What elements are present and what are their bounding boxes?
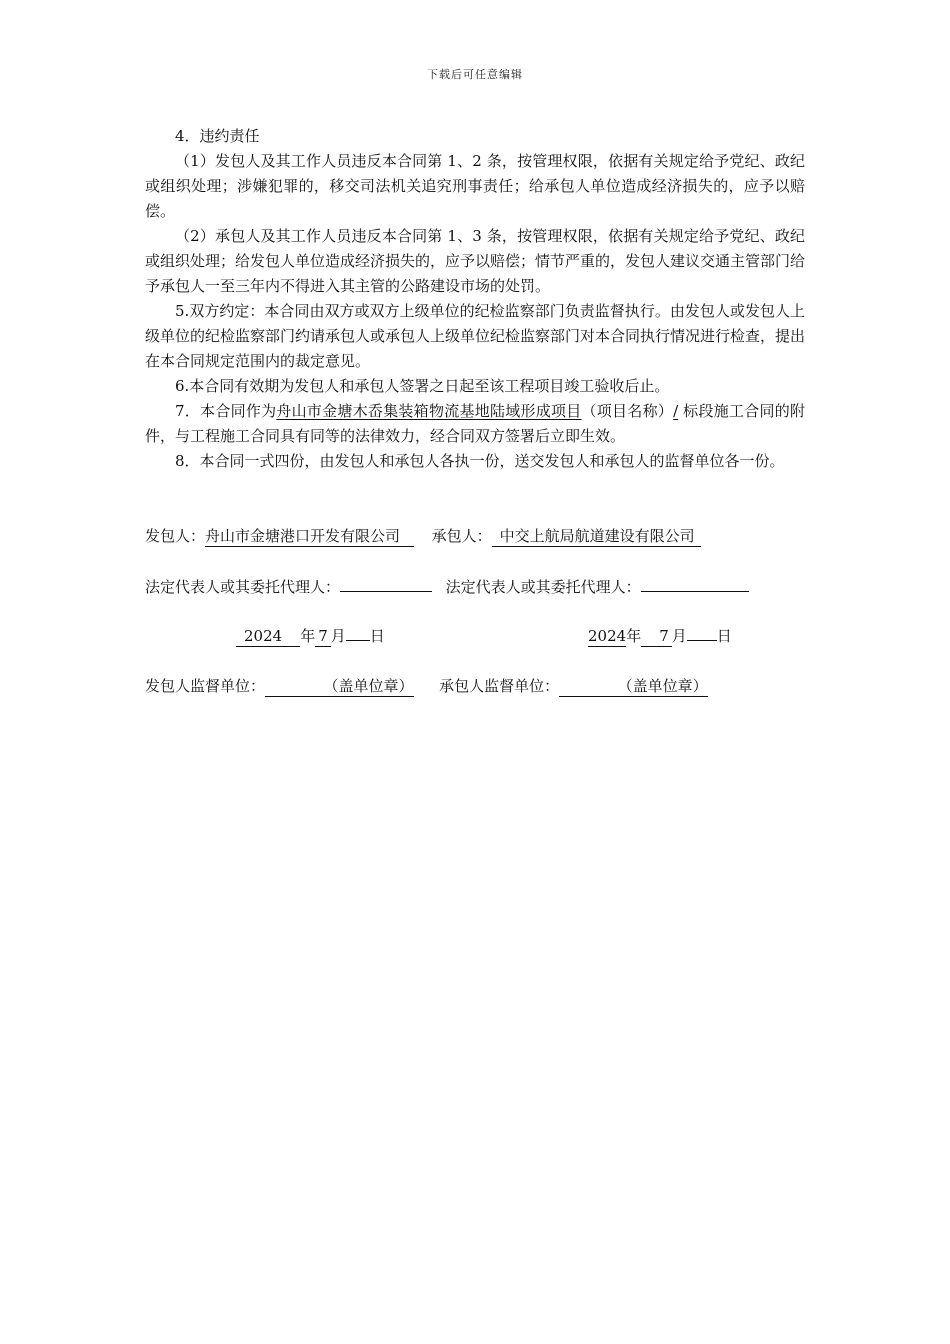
contractor-name: 中交上航局航道建设有限公司 [492, 527, 701, 547]
clause-6: 6.本合同有效期为发包人和承包人签署之日起至该工程项目竣工验收后止。 [175, 377, 670, 395]
supervisor-left-label: 发包人监督单位： [145, 677, 266, 695]
representatives-row [145, 575, 749, 598]
seal-left: （盖单位章） [265, 677, 414, 697]
employer-name: 舟山市金塘港口开发有限公司 [205, 527, 414, 547]
date-left-year: 2024 [236, 627, 300, 647]
clause-4-2: （2）承包人及其工作人员违反本合同第 1、3 条，按管理权限，依据有关规定给予党纪、政纪或组织处理；给发包人单位造成经济损失的，应予以赔偿；情节严重的，发包人建议交通主管部门给予承包人一至三年内不得进入其主管的公路建设市场的处罚。 [145, 227, 806, 295]
rep-signature-line-right[interactable] [641, 575, 749, 592]
date-right-month: 7 [641, 627, 672, 647]
section-4-title: 4．违约责任 [175, 127, 260, 145]
date-right [588, 624, 732, 647]
section-number: / [673, 402, 679, 420]
contract-body [145, 124, 805, 474]
date-right-day-blank[interactable] [687, 624, 717, 641]
clause-5: 5.双方约定：本合同由双方或双方上级单位的纪检监察部门负责监督执行。由发包人或发包人上级单位的纪检监察部门约请承包人或承包人上级单位纪检监察部门对本合同执行情况进行检查，提出在本合同规定范围内的裁定意见。 [145, 302, 806, 370]
date-left-month: 7 [315, 627, 331, 647]
rep-label-left: 法定代表人或其委托代理人： [145, 578, 341, 596]
seal-right: （盖单位章） [559, 677, 708, 697]
clause-7 [145, 399, 805, 449]
clause-7-prefix: 7．本合同作为 [175, 402, 277, 420]
rep-signature-line-left[interactable] [340, 575, 432, 592]
date-left-year-unit: 年 [300, 627, 316, 645]
date-left-day-unit: 日 [369, 627, 385, 645]
date-right-year-unit: 年 [626, 627, 642, 645]
contractor-label: 承包人： [431, 527, 492, 545]
date-left-day-blank[interactable] [346, 624, 370, 641]
date-left [236, 624, 385, 647]
date-right-year: 2024 [588, 627, 627, 645]
clause-7-mid: （项目名称） [581, 402, 674, 420]
supervisor-right-label: 承包人监督单位： [439, 677, 560, 695]
project-name: 舟山市金塘木岙集装箱物流基地陆域形成项目 [276, 402, 582, 420]
date-right-month-unit: 月 [671, 627, 687, 645]
parties-row [145, 525, 701, 547]
clause-8: 8．本合同一式四份，由发包人和承包人各执一份，送交发包人和承包人的监督单位各一份。 [175, 452, 785, 470]
clause-4-1: （1）发包人及其工作人员违反本合同第 1、2 条，按管理权限，依据有关规定给予党纪、政纪或组织处理；涉嫌犯罪的，移交司法机关追究刑事责任；给承包人单位造成经济损失的，应予以赔偿。 [145, 152, 805, 220]
date-right-day-unit: 日 [716, 627, 732, 645]
date-left-month-unit: 月 [330, 627, 346, 645]
page-header-note: 下载后可任意编辑 [427, 68, 523, 81]
rep-label-right: 法定代表人或其委托代理人： [445, 578, 641, 596]
supervisors-row [145, 675, 708, 697]
clause-7-suffix: 标段施工合同的附件，与工程施工合同具有同等的法律效力，经合同双方签署后立即生效。 [145, 402, 805, 445]
employer-label: 发包人： [145, 527, 206, 545]
